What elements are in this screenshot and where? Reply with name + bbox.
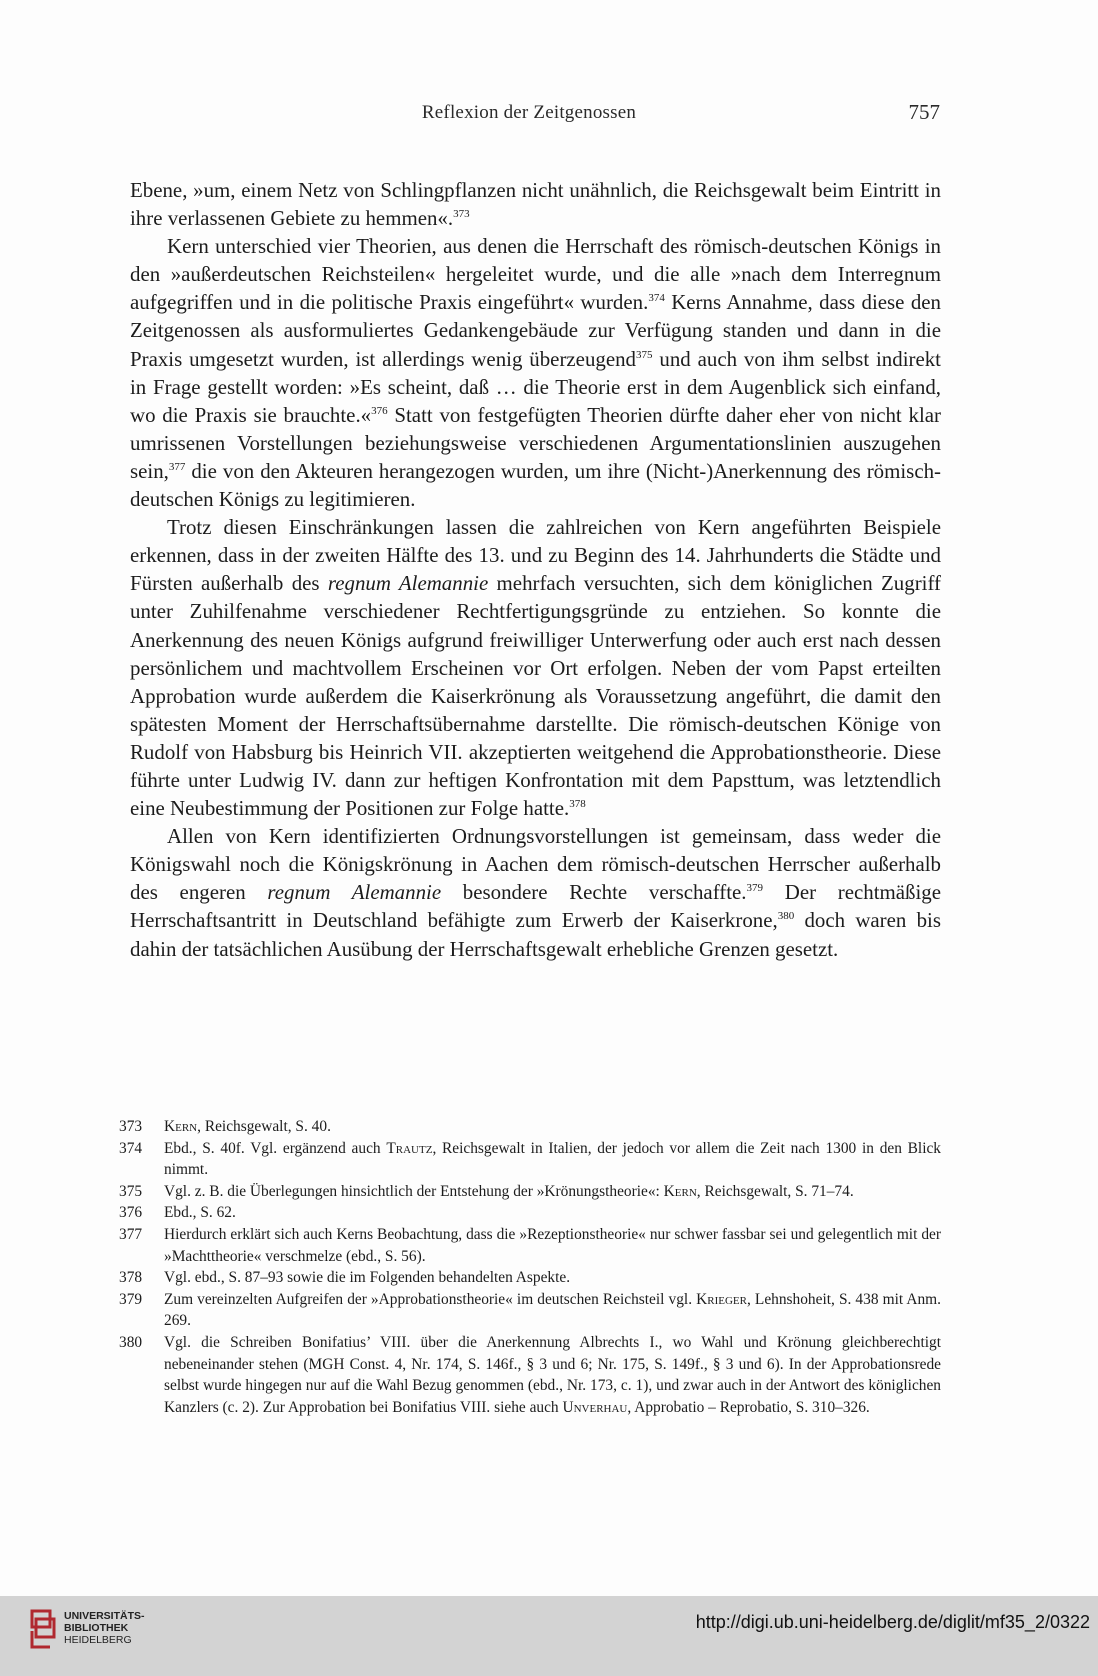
footnote-number: 374 bbox=[119, 1139, 143, 1157]
footnote-text bbox=[164, 1181, 941, 1203]
footnote-ref-379[interactable]: 379 bbox=[746, 882, 764, 895]
text-run: und auch von ihm selbst indirekt in Frage gestellt worden: »Es scheint, daß … die Theorie erst in dem Augenblick sich einfand, wo die Praxis sie brauchte.« bbox=[130, 346, 941, 427]
text-run: Statt von festgefügten Theorien dürfte daher eher von nicht klar umrissenen Vorstellungen beziehungsweise verschiedenen Argumentationslinien auszugehen sein, bbox=[130, 402, 941, 483]
text-run: doch waren bis dahin der tatsächlichen Ausübung der Herrschaftsgewalt erhebliche Grenzen gesetzt. bbox=[130, 908, 941, 961]
text-run: Vgl. z. B. die Überlegungen hinsichtlich der Entstehung der »Krönungstheorie«: bbox=[164, 1182, 664, 1200]
footnote-373 bbox=[119, 1116, 941, 1138]
footnote-ref-378[interactable]: 378 bbox=[569, 798, 586, 811]
footnote-ref-376[interactable]: 376 bbox=[371, 404, 388, 417]
author-name: Unverhau bbox=[562, 1398, 628, 1416]
text-run: Vgl. die Schreiben Bonifatius’ VIII. über die Anerkennung Albrechts I., wo Wahl und Krönung gleichberechtigt nebeneinander stehen (MGH Const. 4, Nr. 174, S. 146f., § 3 und 6; Nr. 175, S. 149f., § 3 und 6). In der Approbationsrede selbst wurde hingegen nur auf die Wahl Bezug genommen (ebd., Nr. 173, c. 1), und zwar auch in der Antwort des königlichen Kanzlers (c. 2). Zur Approbation bei Bonifatius VIII. siehe auch bbox=[164, 1333, 941, 1416]
permalink-url[interactable]: http://digi.ub.uni-heidelberg.de/diglit/mf35_2/0322 bbox=[695, 1612, 1090, 1632]
footnote-378 bbox=[119, 1267, 941, 1289]
text-run: Allen von Kern identifizierten Ordnungsvorstellungen ist gemeinsam, dass weder die Königswahl noch die Königskrönung in Aachen dem römisch-deutschen Herrscher außerhalb des engeren bbox=[130, 824, 941, 905]
footnote-text: Hierdurch erklärt sich auch Kerns Beobachtung, dass die »Rezeptionstheorie« nur schwer fassbar sei und gelegentlich mit der »Machttheorie« verschmelze (ebd., S. 56). bbox=[164, 1225, 941, 1265]
footnote-ref-373[interactable]: 373 bbox=[453, 208, 470, 221]
paragraph-1 bbox=[130, 176, 941, 232]
footnote-380 bbox=[119, 1332, 941, 1418]
logo-line: HEIDELBERG bbox=[64, 1634, 132, 1646]
latin-term: regnum Alemannie bbox=[267, 880, 442, 905]
author-name: Kern bbox=[164, 1118, 198, 1135]
latin-term: regnum Alemannie bbox=[327, 571, 489, 596]
text-run: , Approbatio – Reprobatio, S. 310–326. bbox=[627, 1398, 870, 1416]
footnote-number: 375 bbox=[119, 1182, 143, 1200]
author-name: Krieger bbox=[696, 1290, 747, 1308]
text-run: Ebene, »um, einem Netz von Schlingpflanzen nicht unähnlich, die Reichsgewalt beim Eintritt in ihre verlassenen Gebiete zu hemmen«. bbox=[130, 178, 941, 231]
text-run: , Reichsgewalt, S. 71–74. bbox=[696, 1182, 854, 1200]
footnote-number: 379 bbox=[119, 1290, 143, 1308]
text-run: besondere Rechte verschaffte. bbox=[441, 880, 747, 905]
footnote-text bbox=[164, 1138, 941, 1181]
footnote-375 bbox=[119, 1181, 941, 1203]
text-run: , Reichsgewalt in Italien, der jedoch vor allem die Zeit nach 1300 in den Blick nimmt. bbox=[164, 1139, 941, 1179]
paragraph-4 bbox=[130, 822, 941, 962]
footnote-376 bbox=[119, 1202, 941, 1224]
author-name: Trautz bbox=[386, 1139, 433, 1157]
text-run: Zum vereinzelten Aufgreifen der »Approbationstheorie« im deutschen Reichsteil vgl. bbox=[164, 1290, 697, 1308]
footnote-number: 377 bbox=[119, 1225, 143, 1243]
footnote-374 bbox=[119, 1138, 941, 1181]
text-run: Der rechtmäßige Herrschaftsantritt in Deutschland befähigte zum Erwerb der Kaiserkrone, bbox=[130, 880, 941, 933]
text-run: Kerns Annahme, dass diese den Zeitgenossen als ausformuliertes Gedankengebäude zur Verfügung standen und dann in die Praxis umgesetzt wurden, ist allerdings wenig überzeugend bbox=[130, 290, 941, 371]
page-number: 757 bbox=[908, 100, 940, 124]
footnote-text bbox=[164, 1116, 941, 1138]
viewer-footer-bar bbox=[0, 1596, 1098, 1676]
text-run: , Lehnshoheit, S. 438 mit Anm. 269. bbox=[164, 1290, 942, 1330]
footnote-ref-374[interactable]: 374 bbox=[648, 292, 665, 305]
footnote-text bbox=[164, 1332, 941, 1418]
footnote-number: 376 bbox=[119, 1204, 143, 1222]
paragraph-3 bbox=[130, 513, 941, 822]
footnote-ref-377[interactable]: 377 bbox=[168, 460, 186, 473]
text-run: Ebd., S. 40f. Vgl. ergänzend auch bbox=[164, 1139, 387, 1157]
text-run: die von den Akteuren herangezogen wurden, um ihre (Nicht-)Anerkennung des römisch-deutschen Königs zu legitimieren. bbox=[130, 458, 941, 512]
library-logo-text[interactable] bbox=[64, 1610, 145, 1646]
footnote-379 bbox=[119, 1289, 941, 1332]
footnote-number: 380 bbox=[119, 1333, 143, 1351]
footnote-text: Vgl. ebd., S. 87–93 sowie die im Folgenden behandelten Aspekte. bbox=[164, 1269, 571, 1287]
footnote-ref-380[interactable]: 380 bbox=[777, 910, 795, 923]
footnote-text: Ebd., S. 62. bbox=[164, 1204, 236, 1222]
logo-line: UNIVERSITÄTS- bbox=[64, 1610, 145, 1622]
text-run: , Reichsgewalt, S. 40. bbox=[197, 1118, 331, 1135]
footnotes bbox=[119, 1116, 941, 1418]
main-text bbox=[130, 176, 941, 963]
footnote-ref-375[interactable]: 375 bbox=[636, 348, 653, 361]
library-logo-icon bbox=[28, 1607, 58, 1651]
paragraph-2 bbox=[130, 232, 941, 513]
footnote-number: 378 bbox=[119, 1269, 143, 1287]
footnote-377 bbox=[119, 1224, 941, 1267]
running-header-title: Reflexion der Zeitgenossen bbox=[421, 102, 637, 123]
footnote-text bbox=[164, 1289, 941, 1332]
text-run: mehrfach versuchten, sich dem königlichen Zugriff unter Zuhilfenahme verschiedener Rechtfertigungsgründe zu entziehen. So konnte die Anerkennung des neuen Königs aufgrund freiwilliger Unterwerfung oder auch erst nach dessen persönlichem und machtvollem Erscheinen vor Ort erfolgen. Neben der vom Papst erteilten Approbation wurde außerdem die Kaiserkrönung als Voraussetzung angeführt, die damit den spätesten Moment der Herrschaftsübernahme darstellte. Die römisch-deutschen Könige von Rudolf von Habsburg bis Heinrich VII. akzeptierten weitgehend die Approbationstheorie. Diese führte unter Ludwig IV. dann zur heftigen Konfrontation mit dem Papsttum, was letztendlich eine Neubestimmung der Positionen zur Folge hatte. bbox=[130, 571, 941, 821]
footnote-number: 373 bbox=[119, 1118, 143, 1135]
text-run: Trotz diesen Einschränkungen lassen die zahlreichen von Kern angeführten Beispiele erkennen, dass in der zweiten Hälfte des 13. und zu Beginn des 14. Jahrhunderts die Städte und Fürsten außerhalb des bbox=[130, 515, 941, 596]
author-name: Kern bbox=[663, 1182, 697, 1200]
logo-line: BIBLIOTHEK bbox=[64, 1622, 129, 1634]
text-run: Kern unterschied vier Theorien, aus denen die Herrschaft des römisch-deutschen Königs in den »außerdeutschen Reichsteilen« hergeleitet wurde, und die alle »nach dem Interregnum aufgegriffen und in die politische Praxis eingeführt« wurden. bbox=[130, 234, 941, 315]
